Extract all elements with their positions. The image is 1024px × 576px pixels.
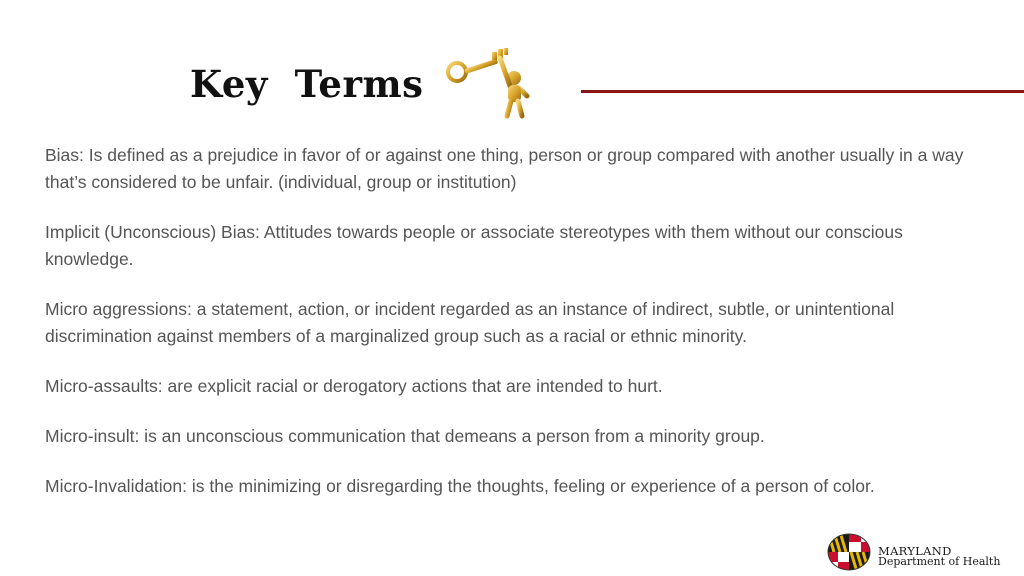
gold-figure-holding-key-icon [440,44,532,120]
term-implicit-bias: Implicit (Unconscious) Bias: Attitudes towards people or associate stereotypes with them without our conscious knowledge. [45,222,903,269]
maryland-seal-icon [826,532,872,572]
title-divider-line [581,90,1024,93]
key-terms-list [45,142,975,523]
term-micro-insult: Micro-insult: is an unconscious communication that demeans a person from a minority group. [45,426,765,446]
term-bias: Bias: Is defined as a prejudice in favor of or against one thing, person or group compared with another usually in a way that’s considered to be unfair. (individual, group or institution) [45,145,964,192]
term-micro-invalidation: Micro-Invalidation: is the minimizing or disregarding the thoughts, feeling or experience of a person of color. [45,476,875,496]
logo-state-name: MARYLAND [878,544,952,558]
term-micro-assaults: Micro-assaults: are explicit racial or derogatory actions that are intended to hurt. [45,376,663,396]
maryland-health-logo [826,532,1016,572]
slide-title: Key Terms [190,62,424,106]
logo-department-name: Department of Health [878,555,1001,568]
term-micro-aggressions: Micro aggressions: a statement, action, or incident regarded as an instance of indirect, subtle, or unintentional discrimination against members of a marginalized group such as a racial or ethnic minority. [45,299,895,346]
